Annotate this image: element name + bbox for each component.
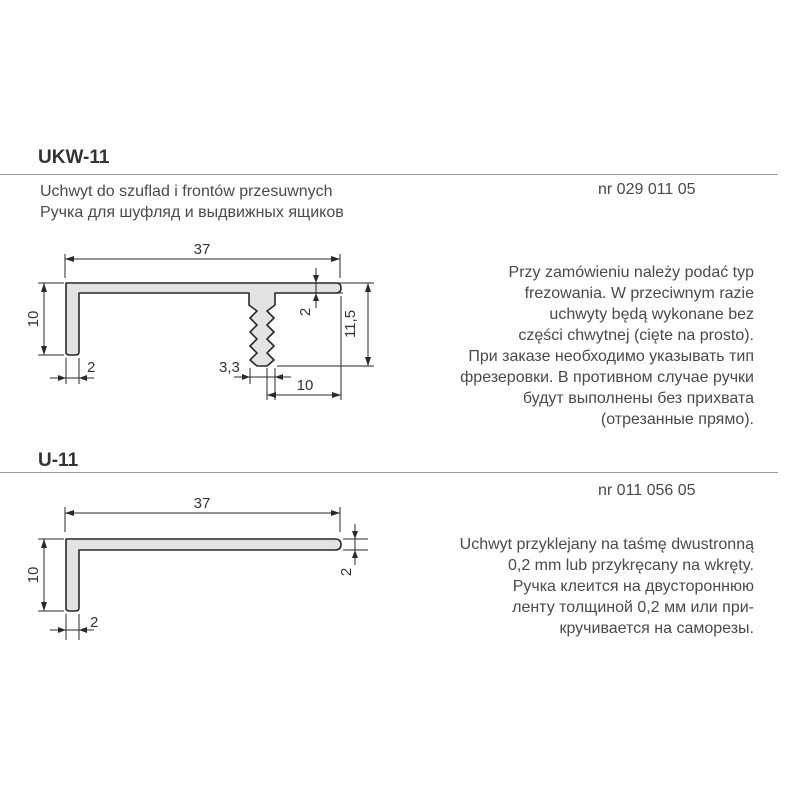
dimension-label-tongue: 3,3 [219, 359, 240, 376]
note-line: ленту толщиной 0,2 мм или при- [512, 599, 754, 616]
note-line: uchwyty będą wykonane bez [549, 306, 754, 323]
section-title-ukw-11: UKW-11 [38, 147, 110, 168]
dimension-label-width: 37 [193, 241, 211, 258]
description-line-ru: Ручка для шуфляд и выдвижных ящиков [40, 204, 344, 221]
dimension-label-width: 37 [193, 495, 211, 512]
dimension-label-height: 10 [25, 566, 42, 584]
note-line: (отрезанные прямо). [600, 411, 754, 428]
dimension-flange [50, 614, 98, 640]
note-line: При заказе необходимо указывать тип [468, 348, 754, 365]
dimension-label-height: 10 [25, 310, 42, 328]
dimension-label-total-height: 11,5 [342, 309, 359, 339]
dimension-label-flange: 2 [87, 359, 96, 376]
note-line: будут выполнены без прихвата [522, 390, 754, 407]
dimension-label-thickness: 2 [338, 567, 355, 577]
note-line: 0,2 mm lub przykręcany na wkręty. [507, 557, 754, 574]
product-code: nr 029 011 05 [598, 181, 696, 198]
note-line: części chwytnej (cięte na prosto). [518, 327, 754, 344]
note-line: кручивается на саморезы. [559, 620, 754, 637]
dimension-label-flange: 2 [90, 614, 99, 631]
dimension-width [65, 495, 340, 532]
note-line: Uchwyt przyklejany na taśmę dwustronną [459, 536, 754, 553]
dimension-thickness [338, 524, 368, 576]
dimension-label-thickness: 2 [297, 307, 314, 317]
note-line: фрезеровки. В противном случае ручки [460, 369, 754, 386]
dimension-height [25, 539, 64, 611]
note-line: Ручка клеится на двустороннюю [512, 578, 754, 595]
section-title-u-11: U-11 [38, 450, 79, 471]
note-line: Przy zamówieniu należy podać typ [508, 264, 754, 281]
description-line-pl: Uchwyt do szuflad i frontów przesuwnych [40, 183, 333, 200]
dimension-label-offset: 10 [296, 377, 314, 394]
u-11-profile-section [66, 539, 341, 611]
note-line: frezowania. W przeciwnym razie [524, 285, 754, 302]
product-code: nr 011 056 05 [598, 482, 696, 499]
